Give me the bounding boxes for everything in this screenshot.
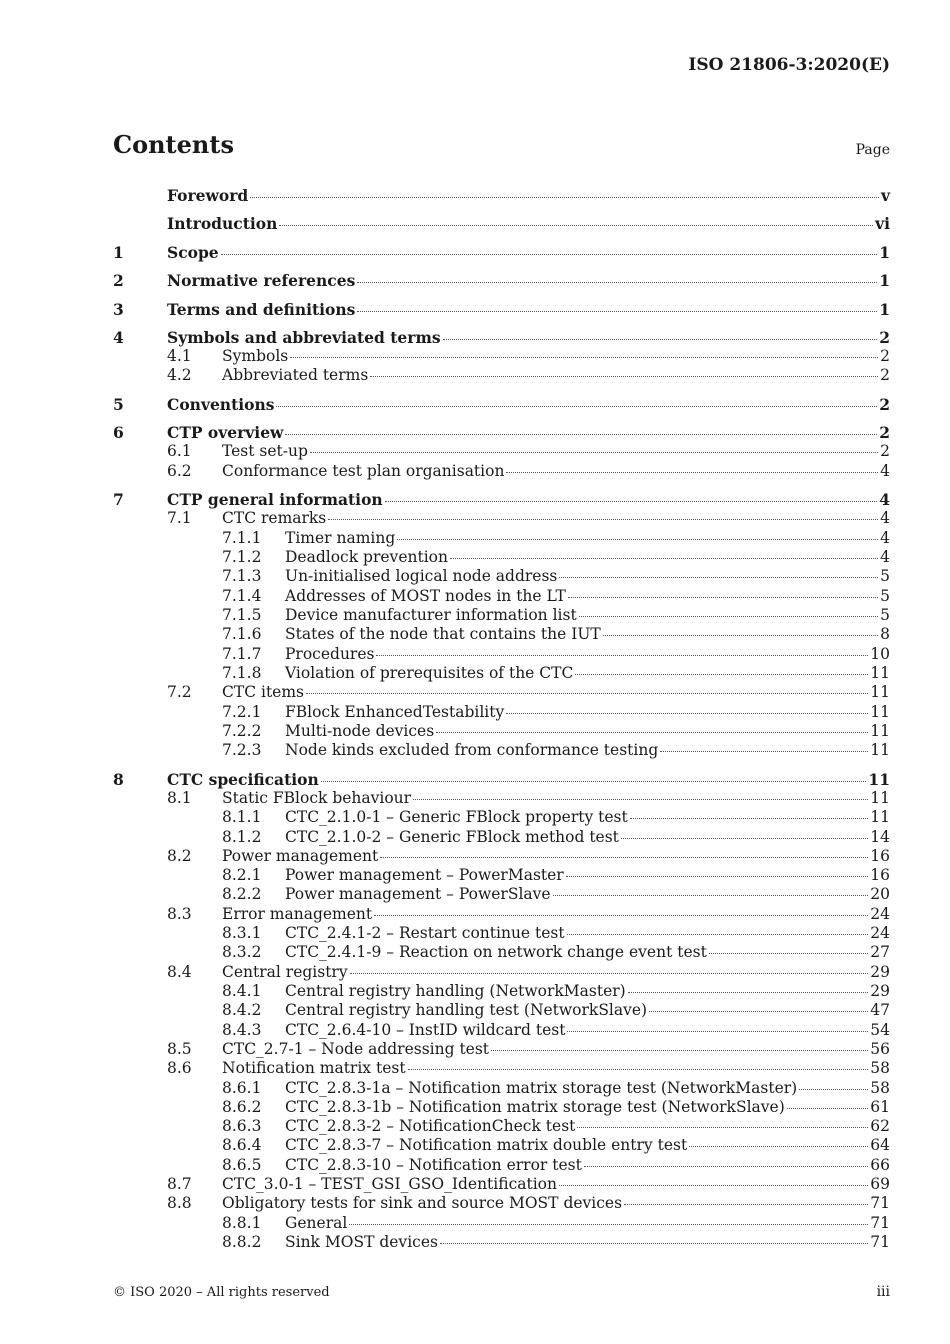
dot-leader [440,1243,868,1244]
toc-entry-page: 27 [870,943,890,961]
toc-entry-number: 7.1.3 [222,567,262,585]
dot-leader [349,1224,868,1225]
toc-entry-page: 66 [870,1156,890,1174]
toc-entry-number: 8.3.2 [222,943,262,961]
toc-entry-page: 10 [870,645,890,663]
dot-leader [279,225,873,226]
dot-leader [290,357,878,358]
toc-entry-number: 3 [113,300,124,319]
toc-entry-page: 11 [870,722,890,740]
toc-entry-number: 8.6.3 [222,1117,262,1135]
toc-entry-page: 58 [870,1079,890,1097]
toc-entry-page: 11 [870,789,890,807]
dot-leader [628,992,869,993]
toc-entry-number: 8.4 [167,963,192,981]
toc-entry-title: Power management – PowerMaster [285,866,564,884]
dot-leader [579,616,878,617]
toc-entry-page: 4 [880,548,890,566]
toc-entry-page: 69 [870,1175,890,1193]
toc-entry-number: 7.2 [167,683,192,701]
toc-entry-page: 1 [879,300,890,319]
toc-entry[interactable] [113,741,890,760]
toc-entry-title: Static FBlock behaviour [222,789,412,807]
toc-entry-page: 11 [870,703,890,721]
dot-leader [310,452,878,453]
toc-entry[interactable] [113,1059,890,1078]
dot-leader [450,558,878,559]
toc-entry-title: CTC_2.6.4-10 – InstID wildcard test [285,1021,566,1039]
toc-entry-title: Central registry handling test (NetworkSlave) [285,1001,648,1019]
toc-entry-page: 11 [868,770,890,789]
dot-leader [566,876,869,877]
page-title: Contents [113,130,234,159]
toc-entry[interactable] [113,683,890,702]
dot-leader [689,1146,868,1147]
page-number: iii [876,1284,890,1300]
toc-entry-title: Deadlock prevention [285,548,448,566]
dot-leader [567,1031,868,1032]
dot-leader [436,732,868,733]
toc-entry[interactable] [113,300,890,319]
dot-leader [603,635,878,636]
toc-entry-page: 11 [870,741,890,759]
toc-entry-page: 4 [880,529,890,547]
toc-entry-page: 71 [870,1214,890,1232]
toc-entry-title: Notification matrix test [222,1059,406,1077]
toc-entry-title: Device manufacturer information list [285,606,577,624]
dot-leader [376,655,868,656]
toc-entry-number: 4 [113,328,124,347]
toc-entry-title: Violation of prerequisites of the CTC [285,664,574,682]
dot-leader [630,818,869,819]
toc-entry[interactable] [113,847,890,866]
toc-entry[interactable] [113,1001,890,1020]
toc-entry[interactable] [113,664,890,683]
toc-entry[interactable] [113,1098,890,1117]
page-column-label: Page [855,142,890,158]
toc-entry[interactable] [113,490,890,509]
toc-entry-page: 29 [870,963,890,981]
toc-entry-number: 8.1.1 [222,808,262,826]
toc-entry-page: 1 [879,243,890,262]
toc-entry-page: 5 [880,587,890,605]
dot-leader [506,472,878,473]
toc-entry-title: Power management – PowerSlave [285,885,551,903]
toc-entry[interactable] [113,1136,890,1155]
dot-leader [357,311,877,312]
toc-entry[interactable] [113,1214,890,1233]
toc-entry-page: 5 [880,606,890,624]
dot-leader [799,1089,868,1090]
toc-entry[interactable] [113,703,890,722]
toc-entry[interactable] [113,1040,890,1059]
toc-entry-title: Node kinds excluded from conformance testing [285,741,659,759]
toc-entry-number: 7.2.2 [222,722,262,740]
toc-entry-page: 56 [870,1040,890,1058]
toc-entry-number: 8.8 [167,1194,192,1212]
toc-entry[interactable] [113,186,890,205]
dot-leader [221,254,878,255]
document-id: ISO 21806-3:2020(E) [688,55,890,75]
toc-entry-number: 8.3 [167,905,192,923]
dot-leader [553,895,869,896]
toc-entry-page: 2 [880,442,890,460]
toc-entry-number: 8.2.2 [222,885,262,903]
toc-entry-page: 11 [870,683,890,701]
toc-entry[interactable] [113,442,890,461]
toc-entry-page: 16 [870,866,890,884]
toc-entry-number: 8.4.2 [222,1001,262,1019]
toc-entry[interactable] [113,529,890,548]
toc-entry[interactable] [113,808,890,827]
toc-entry-page: 47 [870,1001,890,1019]
toc-entry-title: CTP overview [167,423,284,442]
toc-entry-title: Abbreviated terms [222,366,369,384]
toc-entry-title: CTC_2.1.0-2 – Generic FBlock method test [285,828,619,846]
dot-leader [559,1185,868,1186]
toc-entry-number: 7.1.8 [222,664,262,682]
toc-entry-title: Multi-node devices [285,722,435,740]
toc-entry-page: v [880,186,890,205]
dot-leader [328,519,878,520]
dot-leader [577,1127,868,1128]
toc-entry-page: 61 [870,1098,890,1116]
dot-leader [380,857,868,858]
dot-leader [285,434,877,435]
toc-entry-page: 58 [870,1059,890,1077]
dot-leader [624,1204,868,1205]
dot-leader [491,1050,868,1051]
toc-entry[interactable] [113,214,890,233]
toc-entry-number: 8.6.4 [222,1136,262,1154]
toc-entry[interactable] [113,866,890,885]
toc-entry[interactable] [113,770,890,789]
toc-entry[interactable] [113,722,890,741]
toc-entry-title: Symbols [222,347,289,365]
toc-entry-title: Symbols and abbreviated terms [167,328,441,347]
toc-entry-title: General [285,1214,348,1232]
toc-entry-title: Procedures [285,645,375,663]
toc-entry[interactable] [113,1079,890,1098]
toc-entry-title: Normative references [167,271,356,290]
toc-entry-title: Central registry handling (NetworkMaster) [285,982,626,1000]
toc-entry-page: 24 [870,905,890,923]
dot-leader [357,282,877,283]
toc-entry-title: Sink MOST devices [285,1233,438,1251]
dot-leader [660,751,868,752]
toc-entry-page: 4 [880,509,890,527]
toc-entry-page: 2 [879,423,890,442]
dot-leader [443,339,878,340]
toc-entry-number: 8.1.2 [222,828,262,846]
toc-entry-title: CTC_2.8.3-10 – Notification error test [285,1156,582,1174]
toc-entry-title: FBlock EnhancedTestability [285,703,505,721]
dot-leader [559,577,878,578]
toc-entry-number: 6 [113,423,124,442]
toc-entry-page: 8 [880,625,890,643]
toc-entry-page: 2 [880,366,890,384]
toc-entry-title: CTC items [222,683,304,701]
dot-leader [350,973,869,974]
toc-entry-number: 8.1 [167,789,192,807]
toc-entry[interactable] [113,587,890,606]
toc-entry[interactable] [113,567,890,586]
toc-entry[interactable] [113,885,890,904]
toc-entry[interactable] [113,963,890,982]
toc-entry[interactable] [113,645,890,664]
toc-entry-title: CTP general information [167,490,383,509]
toc-entry[interactable] [113,828,890,847]
dot-leader [621,838,868,839]
toc-entry-page: 29 [870,982,890,1000]
toc-entry-number: 1 [113,243,124,262]
dot-leader [276,406,877,407]
toc-entry[interactable] [113,1021,890,1040]
toc-entry[interactable] [113,509,890,528]
toc-entry-title: CTC_2.8.3-1a – Notification matrix storage test (NetworkMaster) [285,1079,798,1097]
toc-entry-page: 4 [879,490,890,509]
toc-entry-title: Introduction [167,214,278,233]
toc-entry-number: 8.2.1 [222,866,262,884]
toc-entry-title: Power management [222,847,379,865]
dot-leader [787,1108,869,1109]
toc-entry-title: Error management [222,905,373,923]
dot-leader [709,953,868,954]
toc-entry-number: 8.3.1 [222,924,262,942]
toc-entry-number: 4.2 [167,366,192,384]
toc-entry-number: 6.2 [167,462,192,480]
toc-entry-number: 8.5 [167,1040,192,1058]
toc-entry[interactable] [113,1194,890,1213]
dot-leader [306,693,868,694]
toc-entry-title: Un-initialised logical node address [285,567,558,585]
toc-entry-page: 1 [879,271,890,290]
toc-entry[interactable] [113,1117,890,1136]
dot-leader [584,1166,868,1167]
toc-entry-number: 8.8.1 [222,1214,262,1232]
toc-entry-page: 14 [870,828,890,846]
toc-entry-title: Obligatory tests for sink and source MOST devices [222,1194,623,1212]
toc-entry-number: 7.2.3 [222,741,262,759]
toc-entry-title: CTC remarks [222,509,327,527]
toc-entry[interactable] [113,943,890,962]
toc-entry[interactable] [113,548,890,567]
dot-leader [250,197,879,198]
toc-entry-number: 8.6 [167,1059,192,1077]
toc-entry-number: 7.1.1 [222,529,262,547]
toc-entry-page: 62 [870,1117,890,1135]
dot-leader [321,781,867,782]
dot-leader [385,501,878,502]
dot-leader [568,597,878,598]
dot-leader [567,934,869,935]
toc-entry[interactable] [113,366,890,385]
toc-entry-title: CTC_3.0-1 – TEST_GSI_GSO_Identification [222,1175,557,1193]
toc-entry-title: Terms and definitions [167,300,356,319]
toc-entry-number: 8.6.1 [222,1079,262,1097]
toc-entry-number: 7.1.4 [222,587,262,605]
toc-entry[interactable] [113,395,890,414]
toc-entry-number: 2 [113,271,124,290]
toc-entry-page: 24 [870,924,890,942]
toc-entry-number: 4.1 [167,347,192,365]
toc-entry-title: CTC_2.4.1-9 – Reaction on network change event test [285,943,707,961]
dot-leader [370,376,878,377]
toc-entry-title: Foreword [167,186,249,205]
toc-entry-number: 7.1.2 [222,548,262,566]
toc-entry-title: CTC_2.8.3-7 – Notification matrix double entry test [285,1136,688,1154]
dot-leader [397,539,878,540]
toc-entry-number: 7.1.6 [222,625,262,643]
toc-entry-page: 64 [870,1136,890,1154]
toc-entry-number: 8.4.3 [222,1021,262,1039]
toc-entry[interactable] [113,924,890,943]
toc-entry[interactable] [113,982,890,1001]
toc-entry[interactable] [113,625,890,644]
toc-entry-page: 2 [879,328,890,347]
toc-entry-number: 7.1.5 [222,606,262,624]
toc-entry-number: 8.8.2 [222,1233,262,1251]
toc-entry-page: 20 [870,885,890,903]
toc-entry[interactable] [113,243,890,262]
dot-leader [649,1011,868,1012]
dot-leader [408,1069,869,1070]
toc-entry-page: 11 [870,664,890,682]
copyright-notice: © ISO 2020 – All rights reserved [113,1285,330,1300]
toc-entry-title: CTC_2.4.1-2 – Restart continue test [285,924,565,942]
toc-entry-number: 7.1.7 [222,645,262,663]
toc-entry-title: CTC_2.7-1 – Node addressing test [222,1040,490,1058]
dot-leader [575,674,868,675]
toc-entry[interactable] [113,328,890,347]
toc-entry-title: Conventions [167,395,275,414]
toc-entry-title: CTC_2.8.3-2 – NotificationCheck test [285,1117,576,1135]
dot-leader [413,799,868,800]
toc-entry-page: 11 [870,808,890,826]
toc-entry-title: CTC_2.1.0-1 – Generic FBlock property test [285,808,628,826]
toc-entry-title: Addresses of MOST nodes in the LT [285,587,566,605]
dot-leader [374,915,868,916]
toc-entry-page: 71 [870,1194,890,1212]
toc-entry[interactable] [113,347,890,366]
toc-entry[interactable] [113,789,890,808]
toc-entry-number: 8.7 [167,1175,192,1193]
toc-entry-title: States of the node that contains the IUT [285,625,601,643]
toc-entry[interactable] [113,1233,890,1252]
toc-entry-title: CTC_2.8.3-1b – Notification matrix storage test (NetworkSlave) [285,1098,785,1116]
toc-entry-number: 5 [113,395,124,414]
toc-entry-number: 7.2.1 [222,703,262,721]
toc-entry[interactable] [113,462,890,481]
toc-entry-title: Central registry [222,963,348,981]
toc-entry-title: Timer naming [285,529,396,547]
toc-entry-title: Test set-up [222,442,308,460]
dot-leader [506,713,868,714]
toc-entry[interactable] [113,905,890,924]
toc-entry[interactable] [113,1175,890,1194]
toc-entry-number: 8.4.1 [222,982,262,1000]
toc-entry-number: 8.6.2 [222,1098,262,1116]
toc-entry-page: 71 [870,1233,890,1251]
toc-entry[interactable] [113,1156,890,1175]
toc-entry-page: 2 [880,347,890,365]
toc-entry-page: 4 [880,462,890,480]
toc-entry-page: 54 [870,1021,890,1039]
toc-entry-page: vi [875,214,890,233]
toc-entry-number: 6.1 [167,442,192,460]
toc-entry-title: CTC specification [167,770,319,789]
toc-entry-page: 16 [870,847,890,865]
toc-entry-number: 7 [113,490,124,509]
toc-entry[interactable] [113,271,890,290]
toc-entry-title: Conformance test plan organisation [222,462,505,480]
toc-entry-page: 2 [879,395,890,414]
toc-entry-number: 8.6.5 [222,1156,262,1174]
toc-entry-number: 8 [113,770,124,789]
toc-entry-page: 5 [880,567,890,585]
toc-entry[interactable] [113,606,890,625]
toc-entry[interactable] [113,423,890,442]
toc-entry-number: 7.1 [167,509,192,527]
toc-entry-title: Scope [167,243,219,262]
toc-entry-number: 8.2 [167,847,192,865]
